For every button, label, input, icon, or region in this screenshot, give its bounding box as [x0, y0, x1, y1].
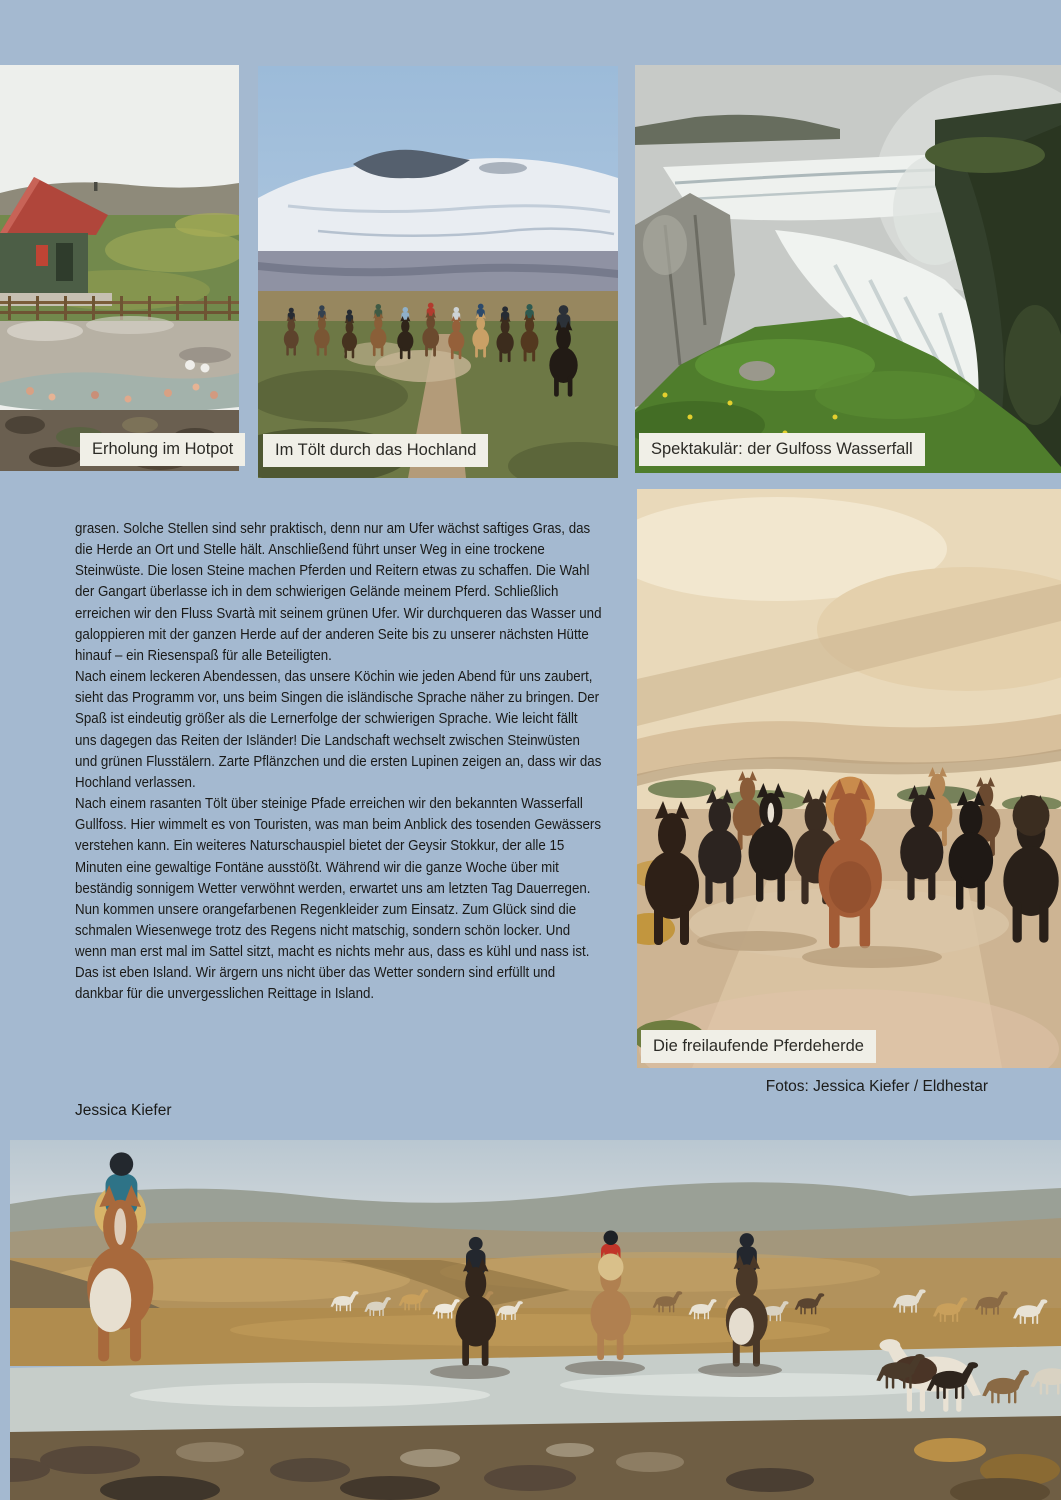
- article-paragraph: grasen. Solche Stellen sind sehr praktisch, denn nur am Ufer wächst saftiges Gras, das die Herde an Ort und Stelle hält. Anschließend führt unser Weg in eine trockene Steinwüste. Die losen Steine machen Pferden und Reitern etwas zu schaffen. Die Wahl der Gangart überlasse ich in dem schwierigen Gelände meinem Pferd. Schließlich erreichen wir den Fluss Svartà mit seinem grünen Ufer. Wir durchqueren das Wasser und galoppieren mit der ganzen Herde auf der anderen Seite bis zu unserer nächsten Hütte hinauf – ein Riesenspaß für alle Beteiligten.: [75, 521, 602, 664]
- article-paragraph: Nach einem rasanten Tölt über steinige Pfade erreichen wir den bekannten Wasserfall Gullfoss. Hier wimmelt es von Touristen, was man beim Anblick des tosenden Gewässers verstehen kann. Ein weiteres Naturschauspiel bietet der Geysir Stokkur, der alle 15 Minuten eine gewaltige Fontäne ausstößt. Während wir die ganze Woche über mit beständig sonnigem Wetter verwöhnt werden, erwartet uns am letzten Tag Dauerregen. Nun kommen unsere orangefarbenen Regenkleider zum Einsatz. Zum Glück sind die schmalen Wiesenwege trotz des Regens nicht matschig, sondern schön locker. Und wenn man erst mal im Sattel sitzt, macht es nichts mehr aus, dass es kühl und nass ist. Das ist eben Island. Wir ärgern uns nicht über das Wetter sondern sind erfüllt und dankbar für die unvergesslichen Reittage in Island.: [75, 796, 602, 1003]
- photo-herd: [637, 489, 1061, 1068]
- caption-toelt: Im Tölt durch das Hochland: [263, 434, 488, 467]
- caption-hotpot: Erholung im Hotpot: [80, 433, 245, 466]
- article-body: [75, 519, 602, 1006]
- photo-hotpot: [0, 65, 239, 471]
- photo-river-crossing: [10, 1140, 1061, 1500]
- photo-toelt: [258, 66, 618, 478]
- author-signature: Jessica Kiefer: [75, 1102, 172, 1119]
- article-paragraph: Nach einem leckeren Abendessen, das unsere Köchin wie jeden Abend für uns zaubert, sieht das Programm vor, uns beim Singen die isländische Sprache näher zu bringen. Der Spaß ist eindeutig größer als die Lernerfolge der schwierigen Sprache. Wie leicht fällt uns dagegen das Reiten der Isländer! Die Landschaft wechselt zwischen Steinwüsten und grünen Flusstälern. Zarte Pflänzchen und die ersten Lupinen zeigen an, dass wir das Hochland verlassen.: [75, 669, 602, 791]
- photo-credit: Fotos: Jessica Kiefer / Eldhestar: [765, 1078, 988, 1095]
- caption-gulfoss: Spektakulär: der Gulfoss Wasserfall: [639, 433, 925, 466]
- photo-gulfoss: [635, 65, 1061, 473]
- caption-herd: Die freilaufende Pferdeherde: [641, 1030, 876, 1063]
